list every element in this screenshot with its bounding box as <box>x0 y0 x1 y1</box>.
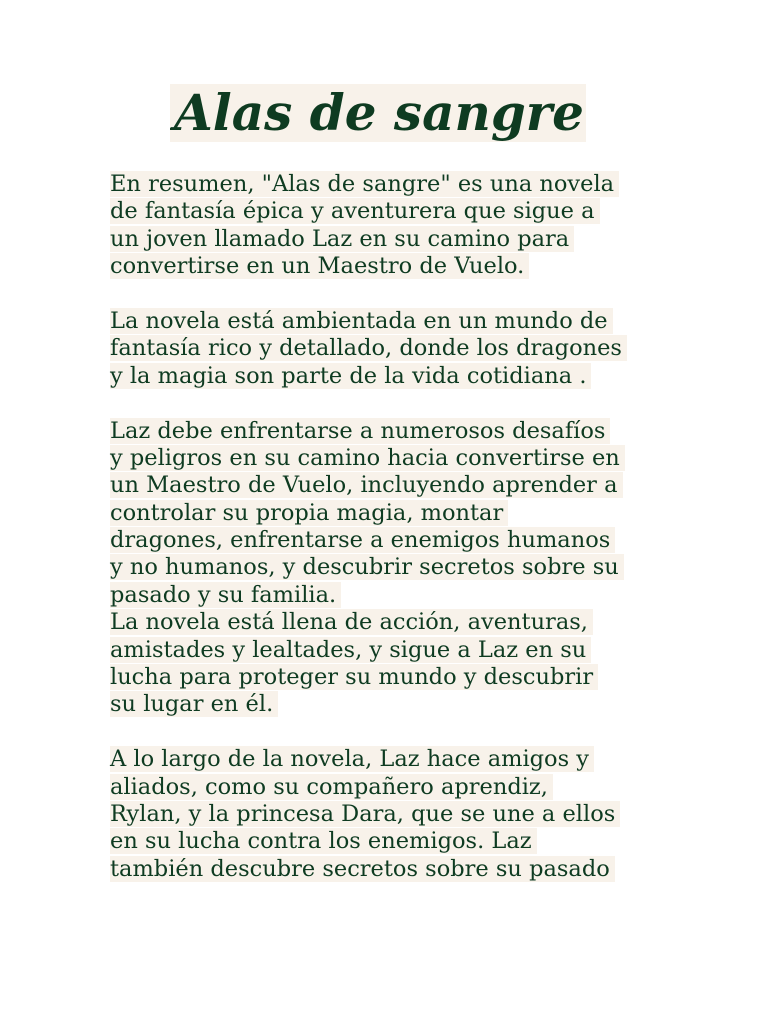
text-line <box>110 609 670 636</box>
line-text: Rylan, y la princesa Dara, que se une a ellos <box>110 801 620 827</box>
paragraph-setting <box>110 308 670 390</box>
document-body <box>110 171 670 883</box>
text-line <box>110 363 670 390</box>
text-line <box>110 171 670 198</box>
text-line <box>110 664 670 691</box>
line-text: A lo largo de la novela, Laz hace amigos y <box>110 746 594 772</box>
paragraph-action <box>110 609 670 719</box>
line-text: también descubre secretos sobre su pasado <box>110 856 615 882</box>
text-line <box>110 418 670 445</box>
line-text: su lugar en él. <box>110 691 278 717</box>
line-text: La novela está llena de acción, aventuras, <box>110 609 593 635</box>
title-dot-mark <box>170 128 174 130</box>
text-line <box>110 691 670 718</box>
text-line <box>110 828 670 855</box>
line-text: En resumen, "Alas de sangre" es una novela <box>110 171 619 197</box>
line-text: amistades y lealtades, y sigue a Laz en su <box>110 637 591 663</box>
line-text: un Maestro de Vuelo, incluyendo aprender a <box>110 472 623 498</box>
line-text: lucha para proteger su mundo y descubrir <box>110 664 598 690</box>
text-line <box>110 554 670 581</box>
text-line <box>110 308 670 335</box>
document-title: Alas de sangre <box>170 84 586 142</box>
line-text: aliados, como su compañero aprendiz, <box>110 774 553 800</box>
paragraph-allies <box>110 746 670 883</box>
line-text: convertirse en un Maestro de Vuelo. <box>110 253 529 279</box>
text-line <box>110 746 670 773</box>
text-line <box>110 445 670 472</box>
text-line <box>110 500 670 527</box>
line-text: y la magia son parte de la vida cotidiana . <box>110 363 591 389</box>
line-text: fantasía rico y detallado, donde los dragones <box>110 335 627 361</box>
line-text: Laz debe enfrentarse a numerosos desafíos <box>110 418 610 444</box>
line-text: un joven llamado Laz en su camino para <box>110 226 574 252</box>
text-line <box>110 198 670 225</box>
text-line <box>110 856 670 883</box>
paragraph-challenges <box>110 418 670 610</box>
text-line <box>110 637 670 664</box>
paragraph-summary <box>110 171 670 281</box>
text-line <box>110 582 670 609</box>
line-text: de fantasía épica y aventurera que sigue a <box>110 198 600 224</box>
line-text: pasado y su familia. <box>110 582 341 608</box>
line-text: en su lucha contra los enemigos. Laz <box>110 828 537 854</box>
title-block <box>170 84 610 142</box>
line-text: y no humanos, y descubrir secretos sobre su <box>110 554 624 580</box>
text-line <box>110 253 670 280</box>
line-text: dragones, enfrentarse a enemigos humanos <box>110 527 615 553</box>
text-line <box>110 527 670 554</box>
line-text: La novela está ambientada en un mundo de <box>110 308 613 334</box>
text-line <box>110 335 670 362</box>
text-line <box>110 472 670 499</box>
line-text: y peligros en su camino hacia convertirse en <box>110 445 625 471</box>
text-line <box>110 801 670 828</box>
line-text: controlar su propia magia, montar <box>110 500 508 526</box>
text-line <box>110 774 670 801</box>
text-line <box>110 226 670 253</box>
